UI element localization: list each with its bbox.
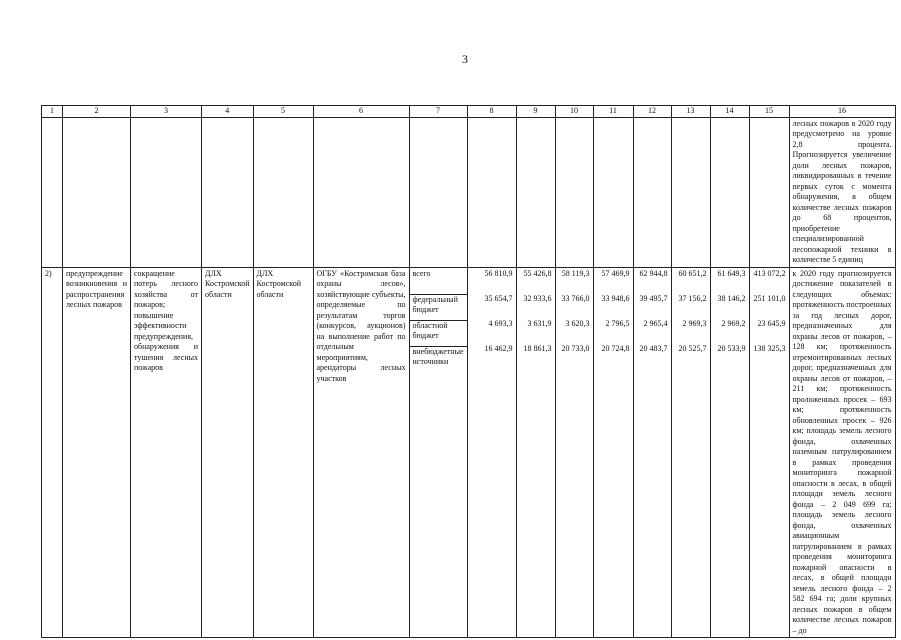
values-col-13 [671, 267, 710, 638]
empty-cell [555, 117, 593, 267]
empty-cell [516, 117, 555, 267]
values-col-15-total [749, 267, 789, 638]
header-cell: 4 [202, 106, 254, 118]
header-row [42, 106, 896, 118]
row-number: 2) [42, 267, 63, 638]
values-col-11 [593, 267, 633, 638]
expected-results-text: к 2020 году прогнозируется достижение показателей в следующих объемах: протяженность построенных за год лесных дорог, предназначенных для охраны лесов от пожаров, – 128 км; протяженность отремонтированных лесных дорог, предназначенных для охраны лесов от пожаров, – 211 км; протяженность проложенных просек – 693 км; протяженность обновленных просек – 926 км; площадь земель лесного фонда, охваченных наземным патрулированием в рамках проведения мониторинга пожарной опасности в лесах, в общей площади земель лесного фонда – 2 049 699 га; площадь земель лесного фонда, охваченных авиационным патрулированием в рамках проведения мониторинга пожарной опасности в лесах, в общей площади земель лесного фонда – 2 582 694 га; доли крупных лесных пожаров в общем количестве лесных пожаров – до [789, 267, 895, 638]
page-number: 3 [462, 52, 468, 66]
empty-cell [409, 117, 467, 267]
value-cell: 18 861,3 [523, 343, 552, 353]
values-col-10 [555, 267, 593, 638]
value-cell: 35 654,7 [484, 293, 513, 303]
value-cell: 57 469,9 [601, 268, 630, 278]
value-cell: 58 119,3 [561, 268, 590, 278]
values-col-9 [516, 267, 555, 638]
empty-cell [131, 117, 202, 267]
header-cell: 8 [467, 106, 516, 118]
header-cell: 14 [710, 106, 749, 118]
value-cell: 33 948,6 [601, 293, 630, 303]
empty-cell [202, 117, 254, 267]
table-row-fire-prevention [42, 267, 896, 638]
value-cell: 413 072,2 [753, 268, 786, 278]
value-cell: 20 533,9 [717, 343, 746, 353]
value-cell: 33 766,0 [561, 293, 590, 303]
value-cell: 60 651,2 [678, 268, 707, 278]
empty-cell [633, 117, 671, 267]
value-cell: 2 969,2 [721, 318, 746, 328]
header-cell: 10 [555, 106, 593, 118]
value-cell: 2 965,4 [643, 318, 668, 328]
header-cell: 3 [131, 106, 202, 118]
program-table [41, 105, 896, 638]
header-cell: 12 [633, 106, 671, 118]
empty-cell [42, 117, 63, 267]
empty-cell [710, 117, 749, 267]
value-cell: 138 325,3 [753, 343, 786, 353]
value-cell: 23 645,9 [757, 318, 786, 328]
value-cell: 61 649,3 [717, 268, 746, 278]
header-cell: 15 [749, 106, 789, 118]
header-cell: 11 [593, 106, 633, 118]
table-row-continuation [42, 117, 896, 267]
value-cell: 4 693,3 [488, 318, 513, 328]
expected-results-text: лесных пожаров в 2020 году предусмотрено на уровне 2,8 процента. Прогнозируется увеличение доли лесных пожаров, ликвидированных в течение первых суток с момента обнаружения, в общем количестве лесных пожаров до 68 процентов, приобретение специализированной лесопожарной техники в количестве 5 единиц [789, 117, 895, 267]
value-cell: 3 620,3 [565, 318, 590, 328]
value-cell: 37 156,2 [678, 293, 707, 303]
empty-cell [593, 117, 633, 267]
source-total: всего [410, 269, 467, 295]
value-cell: 20 724,8 [601, 343, 630, 353]
values-col-14 [710, 267, 749, 638]
value-cell: 39 495,7 [639, 293, 668, 303]
header-cell: 1 [42, 106, 63, 118]
source-extrabudgetary: внебюджетные источники [412, 346, 464, 366]
activity-name: предупреждение возникновения и распространения лесных пожаров [63, 267, 131, 638]
source-regional: областной бюджет [410, 321, 467, 347]
value-cell: 20 733,0 [561, 343, 590, 353]
header-cell: 2 [63, 106, 131, 118]
empty-cell [467, 117, 516, 267]
value-cell: 2 969,3 [682, 318, 707, 328]
values-col-8 [467, 267, 516, 638]
empty-cell [63, 117, 131, 267]
value-cell: 32 933,6 [523, 293, 552, 303]
value-cell: 251 101,0 [753, 293, 786, 303]
responsible-executor: ДЛХ Костромской области [202, 267, 254, 638]
header-cell: 16 [789, 106, 895, 118]
value-cell: 16 462,9 [484, 343, 513, 353]
empty-cell [253, 117, 313, 267]
value-cell: 3 631,9 [527, 318, 552, 328]
empty-cell [749, 117, 789, 267]
value-cell: 55 426,8 [523, 268, 552, 278]
source-federal: федеральный бюджет [410, 295, 467, 321]
funding-sources-cell [409, 267, 467, 638]
header-cell: 7 [409, 106, 467, 118]
values-col-12 [633, 267, 671, 638]
coexecutor: ДЛХ Костромской области [253, 267, 313, 638]
value-cell: 2 796,5 [605, 318, 630, 328]
header-cell: 5 [253, 106, 313, 118]
header-cell: 9 [516, 106, 555, 118]
empty-cell [313, 117, 409, 267]
participants: ОГБУ «Костромская база охраны лесов», хозяйствующие субъекты, определяемые по результатам торгов (конкурсов, аукционов) на выполнение работ по отдельным мероприятиям, арендаторы лесных участков [313, 267, 409, 638]
header-cell: 13 [671, 106, 710, 118]
value-cell: 56 810,9 [484, 268, 513, 278]
value-cell: 38 146,2 [717, 293, 746, 303]
value-cell: 62 944,8 [639, 268, 668, 278]
value-cell: 20 525,7 [678, 343, 707, 353]
activity-goal: сокращение потерь лесного хозяйства от пожаров; повышение эффективности предупреждения, обнаружения и тушения лесных пожаров [131, 267, 202, 638]
empty-cell [671, 117, 710, 267]
value-cell: 20 483,7 [639, 343, 668, 353]
header-cell: 6 [313, 106, 409, 118]
